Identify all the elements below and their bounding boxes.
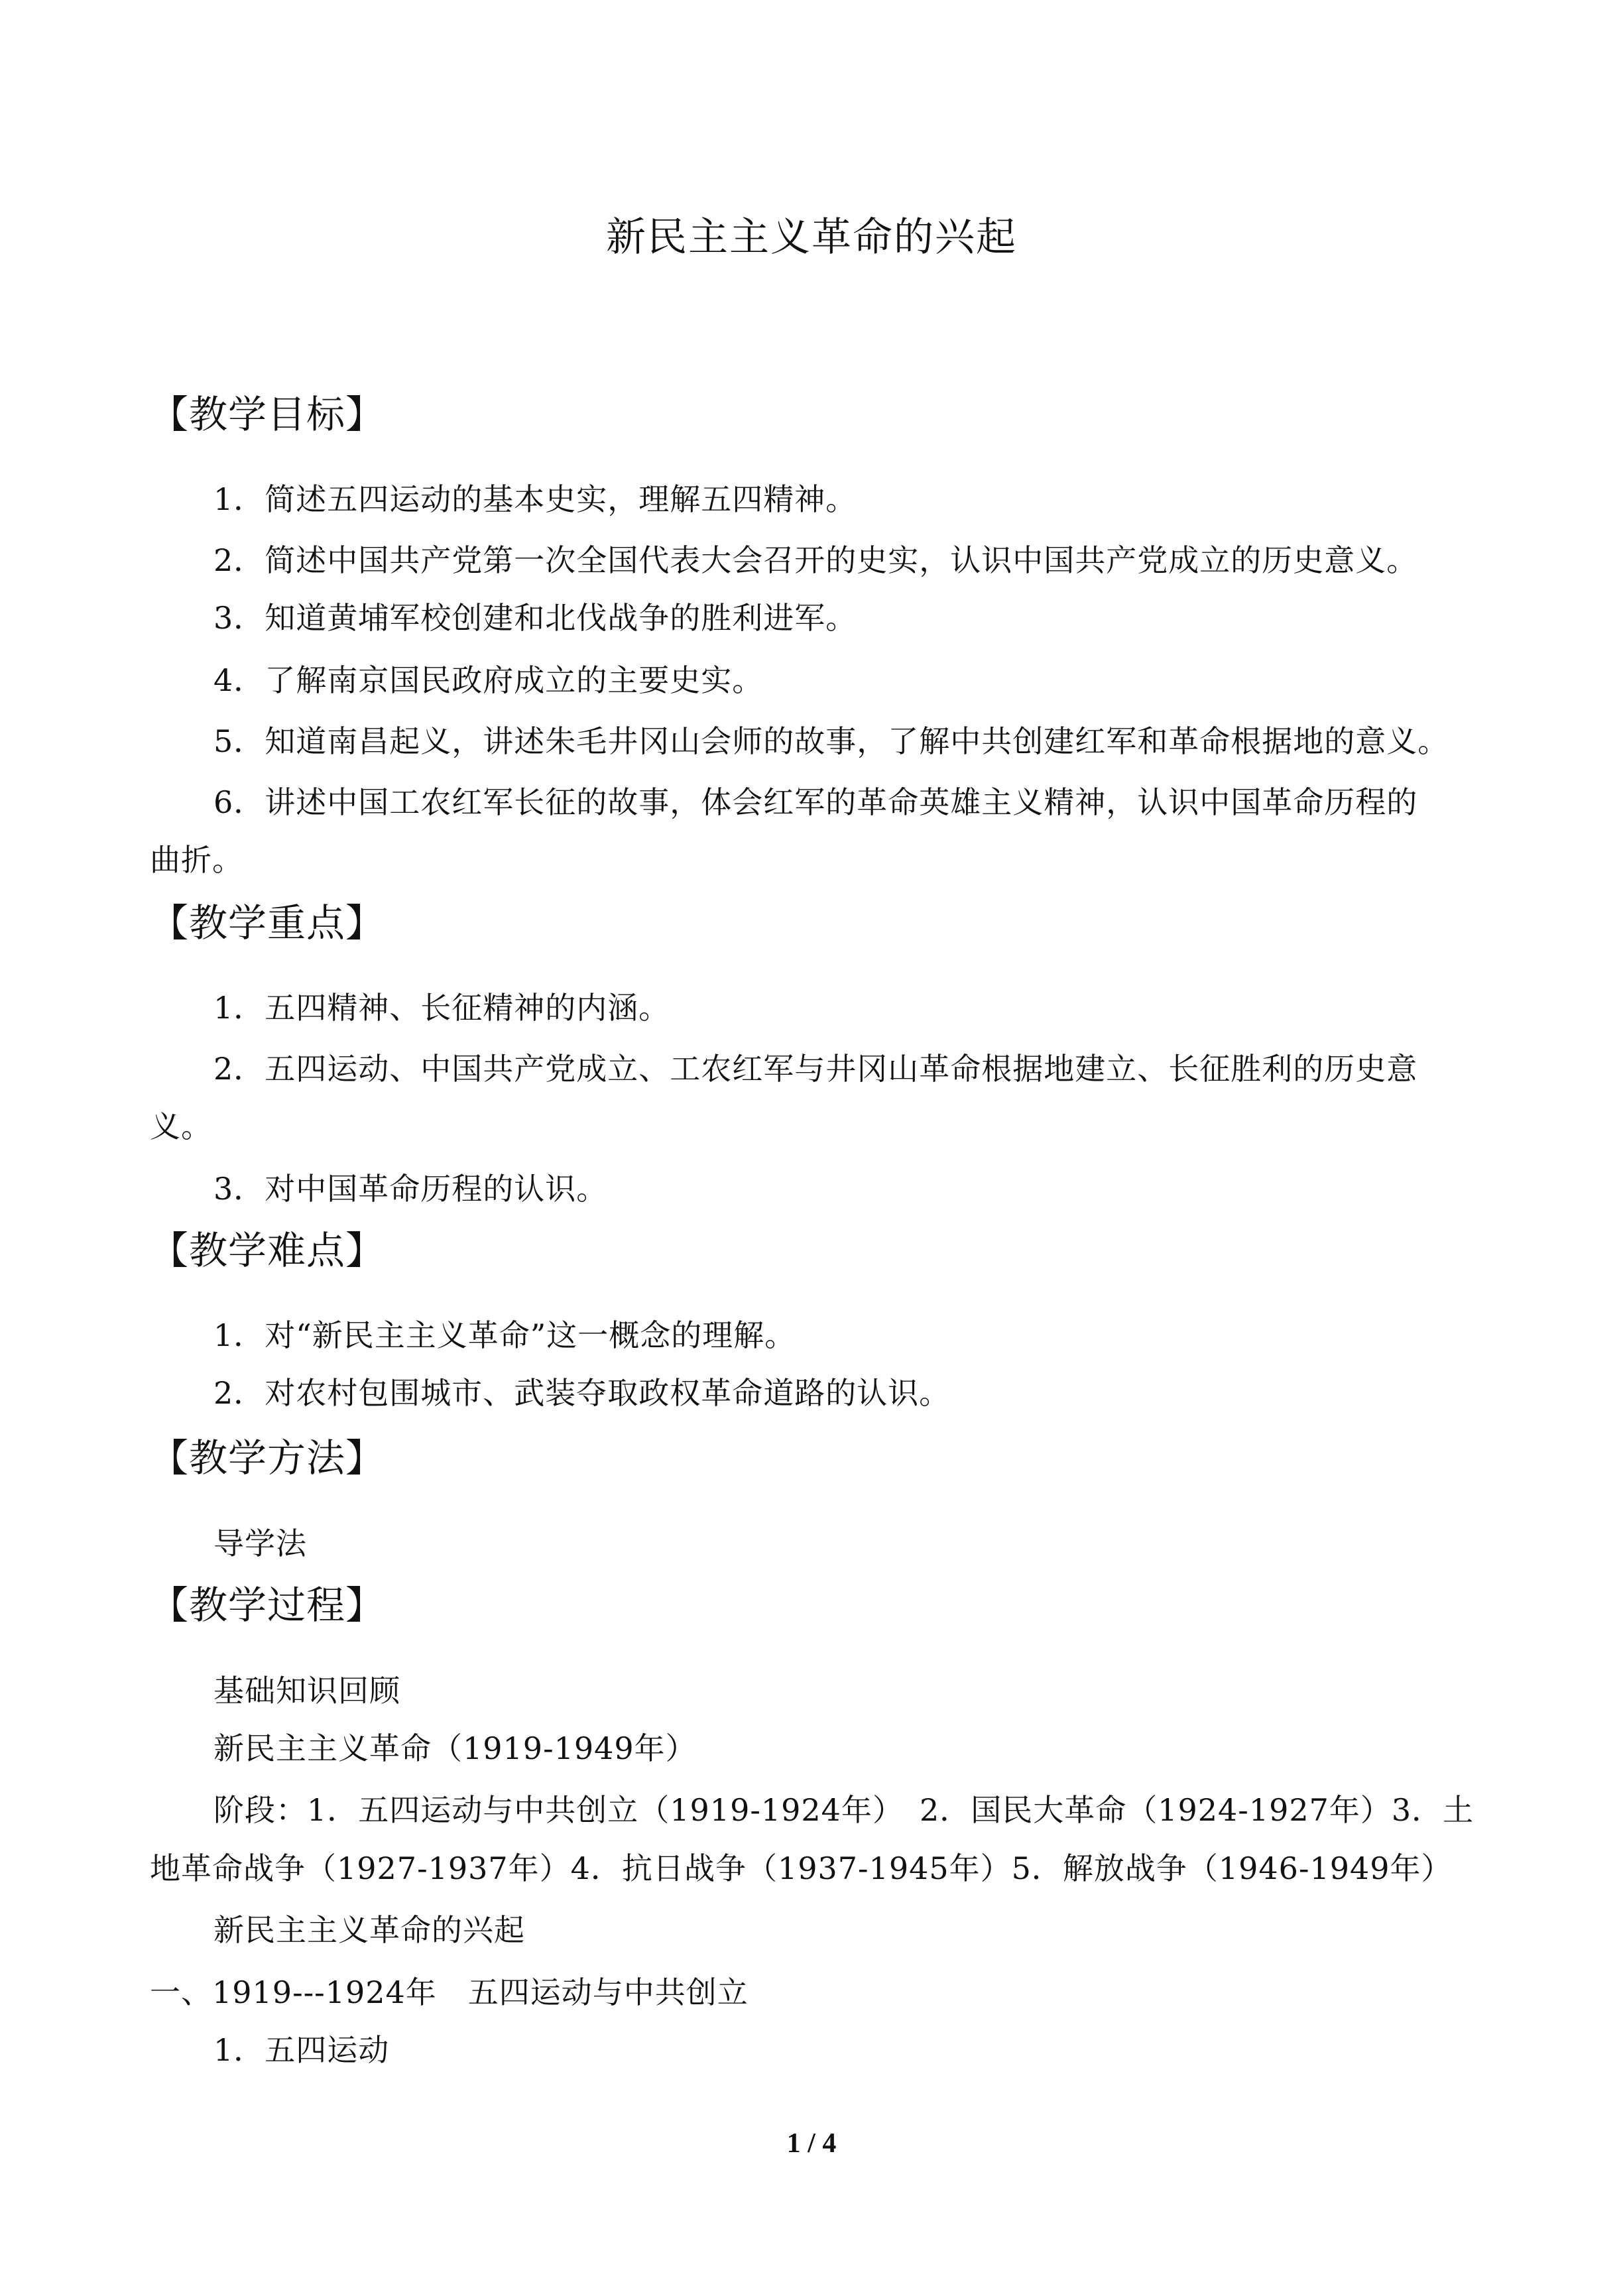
section-heading-objectives: 【教学目标】 bbox=[150, 392, 385, 437]
section-heading-key-points: 【教学重点】 bbox=[150, 900, 385, 945]
process-item: 1．五四运动 bbox=[213, 2032, 390, 2068]
section-heading-process: 【教学过程】 bbox=[150, 1583, 385, 1628]
document-title: 新民主主义革命的兴起 bbox=[606, 214, 1017, 261]
process-item: 新民主主义革命（1919-1949年） bbox=[213, 1730, 697, 1766]
objective-item: 6．讲述中国工农红军长征的故事，体会红军的革命英雄主义精神，认识中国革命历程的 bbox=[213, 784, 1418, 820]
difficulty-item: 1．对“新民主主义革命”这一概念的理解。 bbox=[213, 1317, 796, 1353]
process-item: 新民主主义革命的兴起 bbox=[213, 1912, 525, 1948]
page-number: 1 / 4 bbox=[786, 2128, 837, 2159]
objective-item: 3．知道黄埔军校创建和北伐战争的胜利进军。 bbox=[213, 600, 857, 636]
objective-item: 5．知道南昌起义，讲述朱毛井冈山会师的故事，了解中共创建红军和革命根据地的意义。 bbox=[213, 723, 1449, 759]
key-point-item-continuation: 义。 bbox=[150, 1109, 212, 1144]
objective-item: 1．简述五四运动的基本史实，理解五四精神。 bbox=[213, 481, 857, 517]
objective-item-continuation: 曲折。 bbox=[150, 842, 243, 878]
process-item-continuation: 地革命战争（1927-1937年）4．抗日战争（1937-1945年）5．解放战争（1946-1949年） bbox=[150, 1850, 1453, 1886]
section-heading-methods: 【教学方法】 bbox=[150, 1435, 385, 1480]
difficulty-item: 2．对农村包围城市、武装夺取政权革命道路的认识。 bbox=[213, 1375, 951, 1411]
method-item: 导学法 bbox=[213, 1526, 307, 1561]
process-item: 基础知识回顾 bbox=[213, 1673, 400, 1709]
objective-item: 2．简述中国共产党第一次全国代表大会召开的史实，认识中国共产党成立的历史意义。 bbox=[213, 542, 1418, 578]
section-heading-difficulties: 【教学难点】 bbox=[150, 1228, 385, 1273]
key-point-item: 3．对中国革命历程的认识。 bbox=[213, 1171, 608, 1207]
process-subheading: 一、1919---1924年 五四运动与中共创立 bbox=[150, 1974, 749, 2010]
objective-item: 4．了解南京国民政府成立的主要史实。 bbox=[213, 662, 764, 698]
key-point-item: 1．五四精神、长征精神的内涵。 bbox=[213, 990, 670, 1026]
key-point-item: 2．五四运动、中国共产党成立、工农红军与井冈山革命根据地建立、长征胜利的历史意 bbox=[213, 1051, 1418, 1087]
process-item: 阶段：1．五四运动与中共创立（1919-1924年） 2．国民大革命（1924-1927年）3．土 bbox=[213, 1792, 1474, 1828]
